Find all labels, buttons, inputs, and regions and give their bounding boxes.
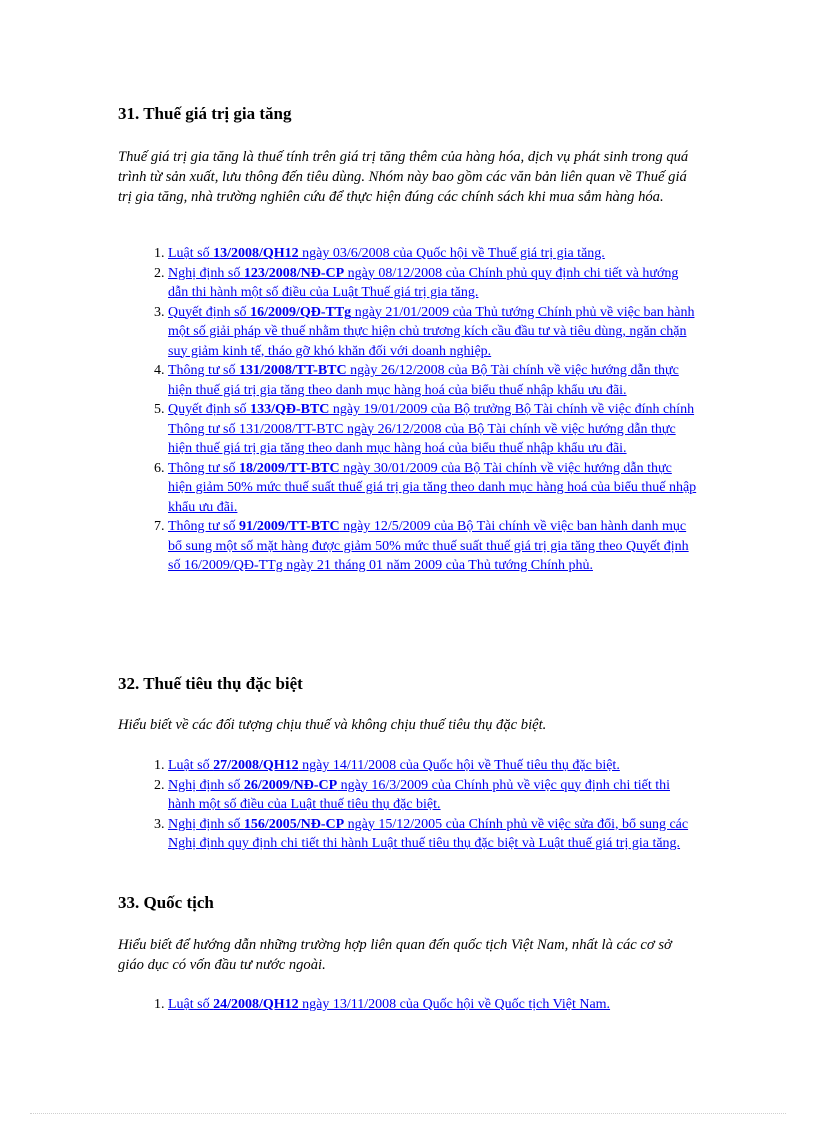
document-link[interactable] <box>168 817 688 852</box>
link-description: ngày 21/01/2009 của Thủ tướng Chính phủ về việc ban hành một số giải pháp về thuế nhằm thực hiện chủ trương kích cầu đầu tư và tiêu dùng, ngăn chặn suy giảm kinh tế, tháo gỡ khó khăn đối với doanh nghiệp. <box>168 304 695 359</box>
document-list-item <box>168 303 698 362</box>
link-description: ngày 15/12/2005 của Chính phủ về việc sửa đổi, bổ sung các Nghị định quy định chi tiết thi hành Luật thuế tiêu thụ đặc biệt và Luật thuế giá trị gia tăng. <box>168 816 689 851</box>
section-list-31 <box>118 244 698 576</box>
link-description: ngày 30/01/2009 của Bộ Tài chính về việc hướng dẫn thực hiện giảm 50% mức thuế suất thuế giá trị gia tăng theo danh mục hàng hoá của biểu thuế nhập khẩu ưu đãi. <box>168 460 697 515</box>
link-description: ngày 12/5/2009 của Bộ Tài chính về việc ban hành danh mục bổ sung một số mặt hàng được giảm 50% mức thuế suất thuế giá trị gia tăng theo Quyết định số 16/2009/QĐ-TTg ngày 21 tháng 01 năm 2009 của Thủ tướng Chính phủ. <box>168 519 689 573</box>
link-prefix: Nghị định số <box>168 816 244 832</box>
link-prefix: Quyết định số <box>168 304 251 320</box>
document-link[interactable] <box>168 266 678 301</box>
section-intro-33: Hiểu biết để hướng dẫn những trường hợp liên quan đến quốc tịch Việt Nam, nhất là các cơ sở giáo dục có vốn đầu tư nước ngoài. <box>118 937 672 973</box>
link-description: ngày 26/12/2008 của Bộ Tài chính về việc hướng dẫn thực hiện thuế giá trị gia tăng theo danh mục hàng hoá của biểu thuế nhập khẩu ưu đãi. <box>168 363 679 398</box>
document-list-item <box>168 264 698 303</box>
document-code: 13/2008/QH12 <box>213 246 299 261</box>
document-list-item <box>168 756 698 776</box>
document-code: 91/2009/TT-BTC <box>238 519 340 534</box>
section-title-32: 32. Thuế tiêu thụ đặc biệt <box>118 674 303 693</box>
link-prefix: Luật số <box>168 758 214 773</box>
section-list-32 <box>118 756 698 854</box>
link-description: ngày 16/3/2009 của Chính phủ về việc quy định chi tiết thi hành một số điều của Luật thuế tiêu thụ đặc biệt. <box>168 777 671 812</box>
document-code: 156/2005/NĐ-CP <box>243 816 345 832</box>
document-code: 26/2009/NĐ-CP <box>243 777 338 793</box>
link-prefix: Thông tư số <box>168 519 239 534</box>
section-list-33 <box>118 995 698 1015</box>
document-link[interactable] <box>168 246 605 261</box>
document-list-item <box>168 776 698 815</box>
document-code: 18/2009/TT-BTC <box>238 460 340 476</box>
document-code: 16/2009/QĐ-TTg <box>250 304 352 320</box>
document-link[interactable] <box>168 363 679 398</box>
link-prefix: Thông tư số <box>168 363 239 378</box>
link-prefix: Nghị định số <box>168 777 244 793</box>
link-prefix: Nghị định số <box>168 265 244 281</box>
document-link[interactable] <box>168 778 670 813</box>
page-bottom-divider <box>30 1113 786 1114</box>
section-title-31: 31. Thuế giá trị gia tăng <box>118 104 292 123</box>
link-description: ngày 19/01/2009 của Bộ trưởng Bộ Tài chính về việc đính chính Thông tư số 131/2008/TT-BTC ngày 26/12/2008 của Bộ Tài chính về việc hướng dẫn thực hiện thuế giá trị gia tăng theo danh mục hàng hoá của biểu thuế nhập khẩu ưu đãi. <box>168 402 695 456</box>
document-list-item <box>168 815 698 854</box>
document-link[interactable] <box>168 305 694 359</box>
document-list-item <box>168 400 698 459</box>
link-description: ngày 14/11/2008 của Quốc hội về Thuế tiêu thụ đặc biệt. <box>298 758 620 773</box>
link-prefix: Quyết định số <box>168 402 251 417</box>
link-prefix: Thông tư số <box>168 460 239 476</box>
document-link[interactable] <box>168 402 694 456</box>
link-description: ngày 13/11/2008 của Quốc hội về Quốc tịch Việt Nam. <box>298 997 611 1012</box>
document-list-item <box>168 517 698 576</box>
section-intro-32: Hiểu biết về các đối tượng chịu thuế và không chịu thuế tiêu thụ đặc biệt. <box>118 717 547 733</box>
document-code: 123/2008/NĐ-CP <box>243 265 345 281</box>
link-prefix: Luật số <box>168 246 214 261</box>
link-prefix: Luật số <box>168 997 214 1012</box>
document-list-item <box>168 244 698 264</box>
document-code: 131/2008/TT-BTC <box>238 363 347 378</box>
document-link[interactable] <box>168 461 696 515</box>
document-link[interactable] <box>168 758 620 773</box>
document-list-item <box>168 995 698 1015</box>
document-list-item <box>168 459 698 518</box>
section-title-33: 33. Quốc tịch <box>118 893 214 912</box>
document-link[interactable] <box>168 997 610 1012</box>
section-intro-31: Thuế giá trị gia tăng là thuế tính trên giá trị tăng thêm của hàng hóa, dịch vụ phát sinh trong quá trình từ sản xuất, lưu thông đến tiêu dùng. Nhóm này bao gồm các văn bản liên quan về Thuế giá trị gia tăng, nhà trường nghiên cứu để thực hiện đúng các chính sách khi mua sắm hàng hóa. <box>118 149 689 205</box>
document-code: 27/2008/QH12 <box>213 758 299 773</box>
document-list-item <box>168 361 698 400</box>
document-code: 133/QĐ-BTC <box>250 402 330 417</box>
document-code: 24/2008/QH12 <box>213 997 299 1012</box>
link-description: ngày 08/12/2008 của Chính phủ quy định chi tiết và hướng dẫn thi hành một số điều của Luật Thuế giá trị gia tăng. <box>168 265 679 300</box>
document-link[interactable] <box>168 519 689 573</box>
link-description: ngày 03/6/2008 của Quốc hội về Thuế giá trị gia tăng. <box>298 246 605 261</box>
